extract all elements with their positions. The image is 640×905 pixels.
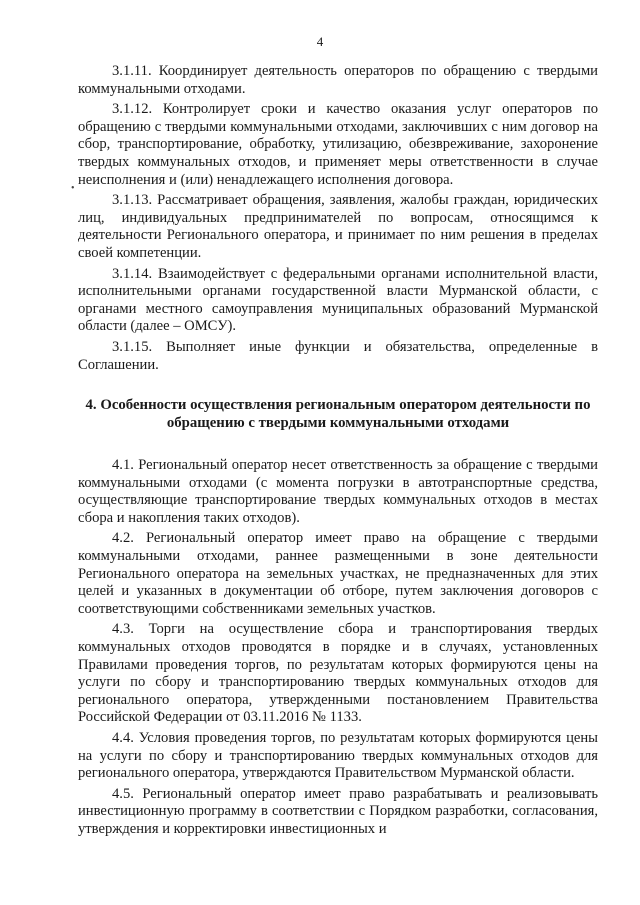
paragraph-3-1-14: 3.1.14. Взаимодействует с федеральными органами исполнительной власти, исполнительными органами государственной власти Мурманской области, с органами местного самоуправления муниципальных образований Мурманской области (далее – ОМСУ). xyxy=(78,265,598,335)
paragraph-3-1-12: 3.1.12. Контролирует сроки и качество оказания услуг операторов по обращению с твердыми коммунальными отходами, заключивших с ним договор на сбор, транспортирование, обработку, утилизацию, обезвреживание, захоронение твердых коммунальных отходов, и применяет меры ответственности в случае неисполнения и (или) ненадлежащего исполнения договора. xyxy=(78,101,598,188)
paragraph-4-2: 4.2. Региональный оператор имеет право на обращение с твердыми коммунальными отходами, раннее размещенными в зоне деятельности Регионального оператора на земельных участках, не предназначенных для этих целей и указанных в документации об отборе, путем заключения договоров с соответствующими собственниками земельных участков. xyxy=(78,530,598,617)
document-body xyxy=(78,63,598,842)
section-4-heading: 4. Особенности осуществления региональным оператором деятельности по обращению с твердыми коммунальными отходами xyxy=(85,397,591,432)
scan-speck: • xyxy=(71,183,75,194)
paragraph-4-4: 4.4. Условия проведения торгов, по результатам которых формируются цены на услуги по сбору и транспортированию твердых коммунальных отходов для регионального оператора, утверждаются Правительством Мурманской области. xyxy=(78,730,598,782)
page-number: 4 xyxy=(316,34,324,49)
paragraph-3-1-13: 3.1.13. Рассматривает обращения, заявления, жалобы граждан, юридических лиц, индивидуальных предпринимателей по вопросам, относящимся к деятельности Регионального оператора, и принимает по ним решения в пределах своей компетенции. xyxy=(78,192,598,261)
paragraph-4-1: 4.1. Региональный оператор несет ответственность за обращение с твердыми коммунальными отходами (с момента погрузки в автотранспортные средства, осуществляющие транспортирование твердых коммунальных отходов в местах сбора и накопления таких отходов). xyxy=(78,457,598,526)
paragraph-4-3: 4.3. Торги на осуществление сбора и транспортирования твердых коммунальных отходов проводятся в порядке и в случаях, установленных Правилами проведения торгов, по результатам которых формируются цены на услуги по сбору и транспортированию твердых коммунальных отходов для регионального оператора, утвержденными постановлением Правительства Российской Федерации от 03.11.2016 № 1133. xyxy=(78,621,598,726)
paragraph-4-5: 4.5. Региональный оператор имеет право разрабатывать и реализовывать инвестиционную программу в соответствии с Порядком разработки, согласования, утверждения и корректировки инвестиционных и xyxy=(78,785,598,837)
paragraph-3-1-11: 3.1.11. Координирует деятельность операторов по обращению с твердыми коммунальными отходами. xyxy=(78,63,598,97)
paragraph-3-1-15: 3.1.15. Выполняет иные функции и обязательства, определенные в Соглашении. xyxy=(78,338,598,373)
